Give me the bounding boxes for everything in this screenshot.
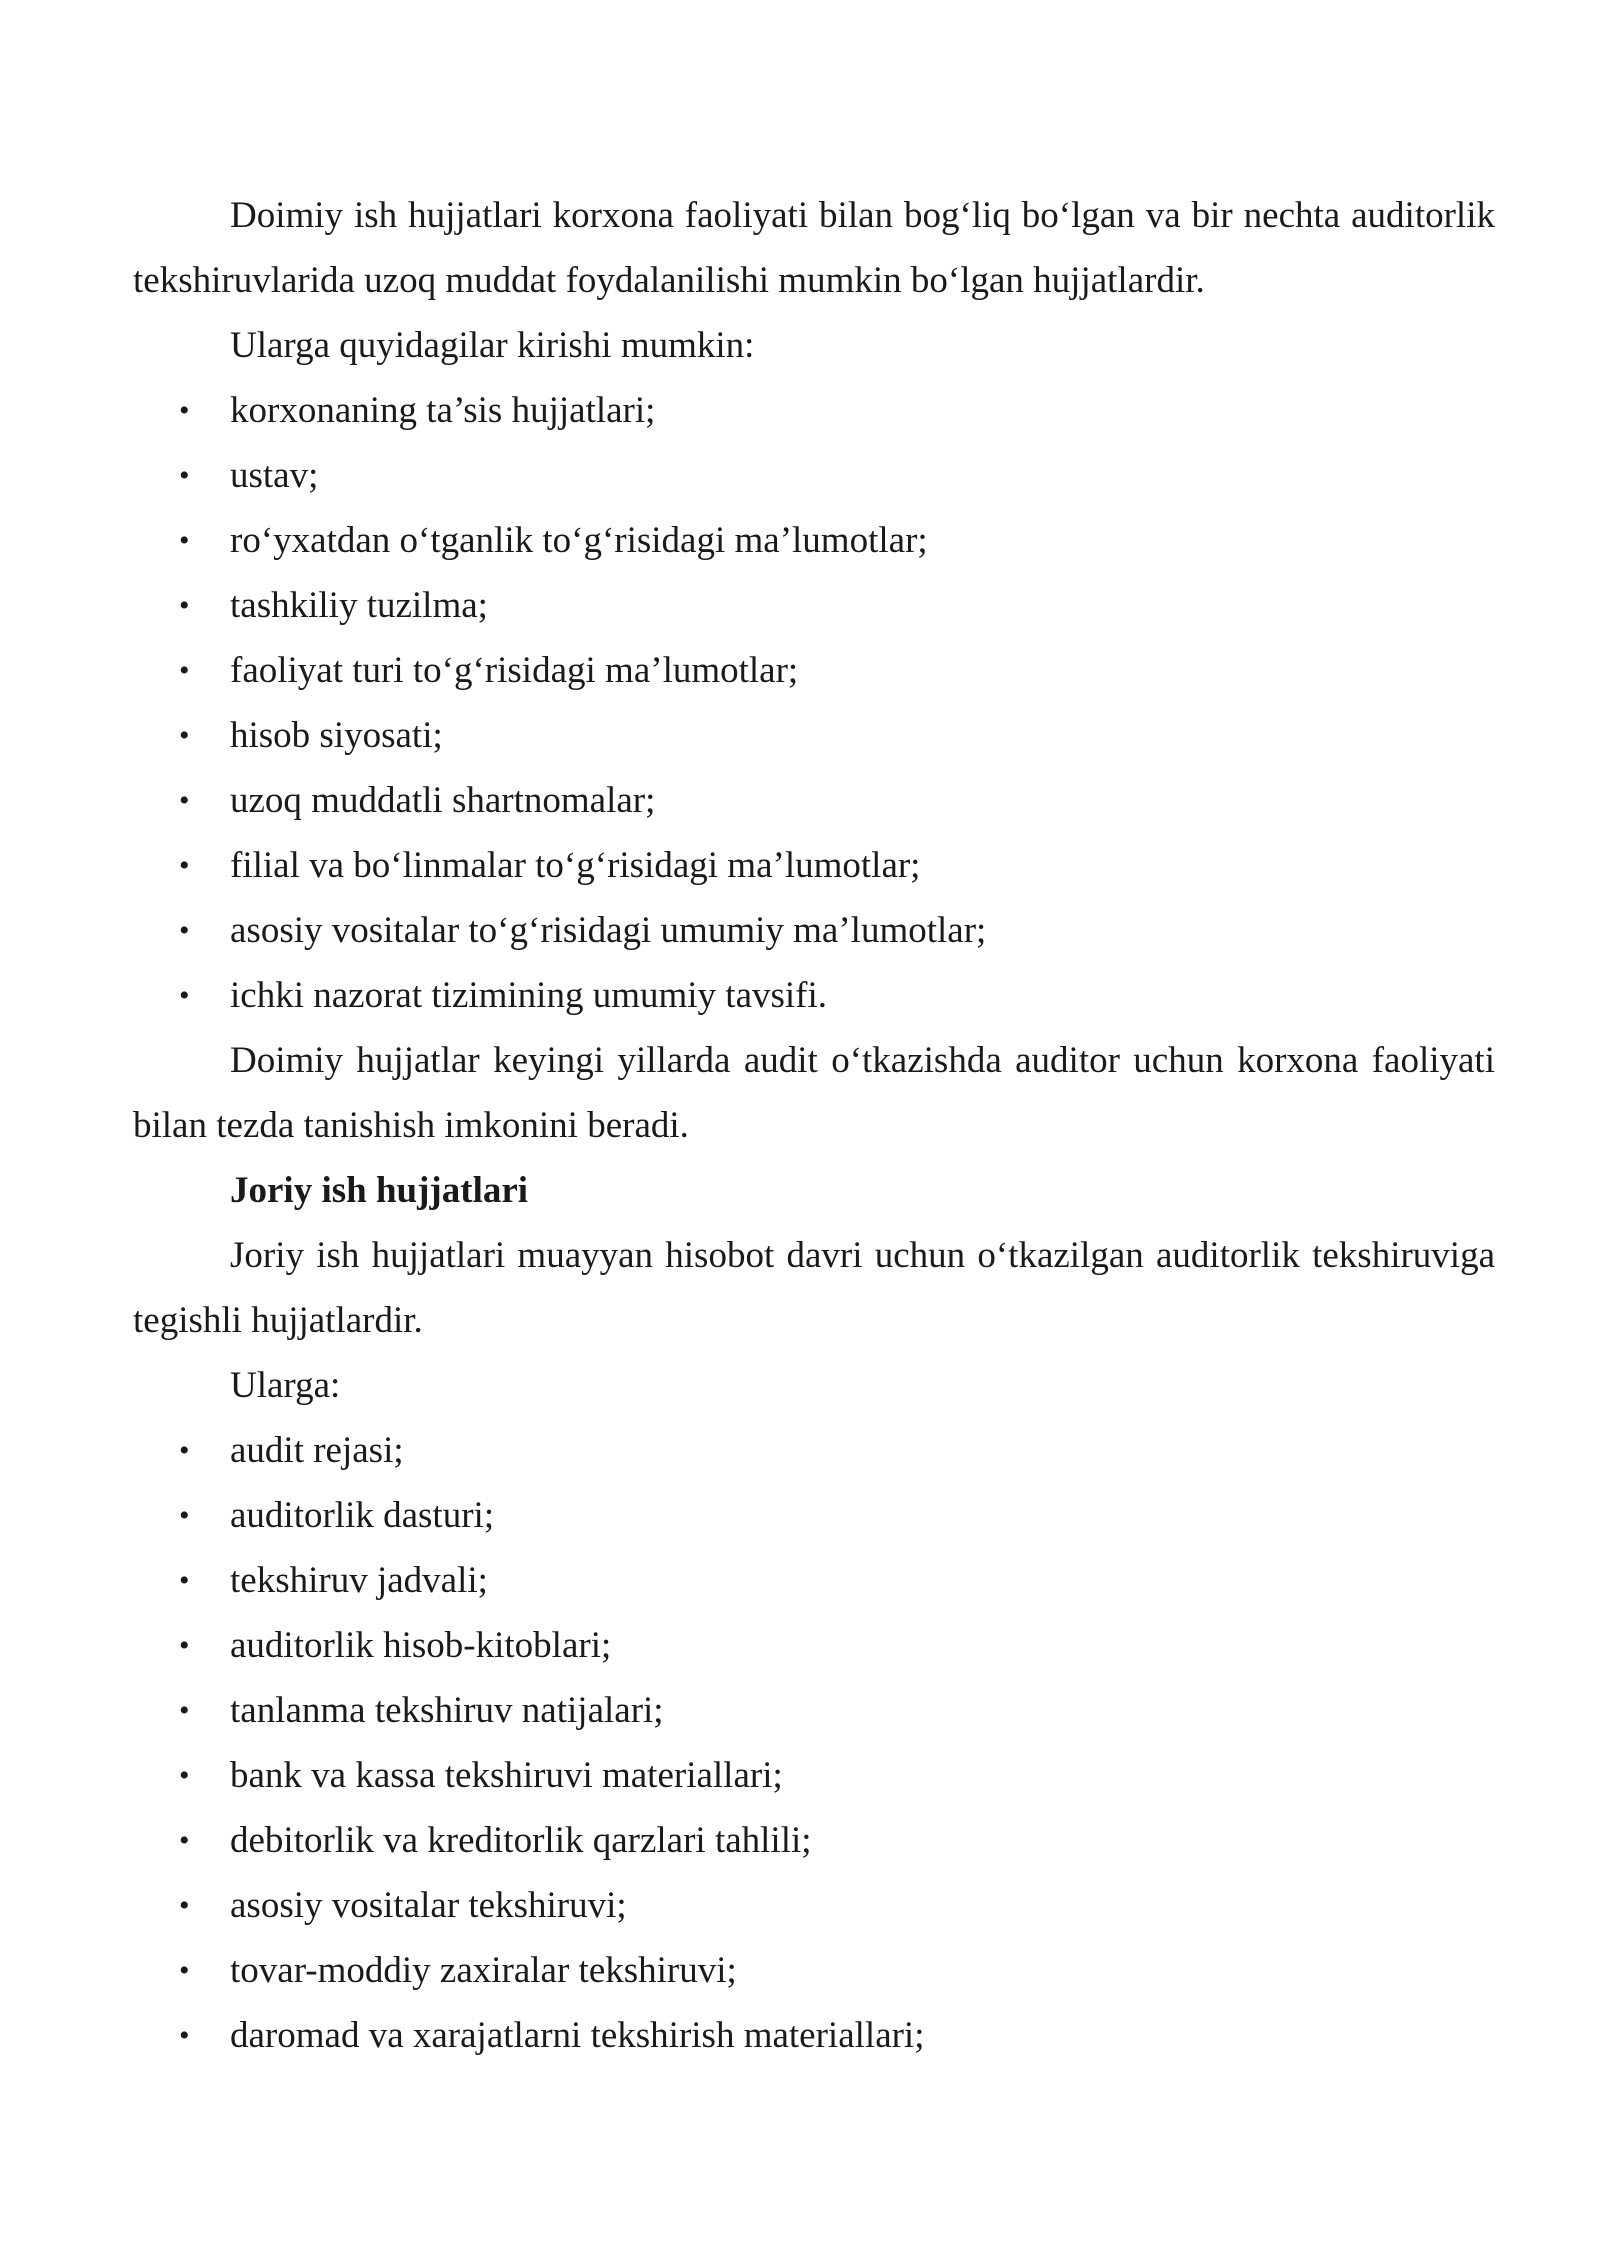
list-item-text: daromad va xarajatlarni tekshirish materiallari; [230,2015,925,2056]
list-item-text: audit rejasi; [230,1430,404,1471]
bullet-icon: • [179,459,190,492]
list-item-text: filial va bo‘linmalar to‘g‘risidagi ma’lumotlar; [230,845,921,886]
bullet-icon: • [179,784,190,817]
list-item-text: tekshiruv jadvali; [230,1560,488,1601]
section2-intro-paragraph: Joriy ish hujjatlari muayyan hisobot davri uchun o‘tkazilgan auditorlik tekshiruviga tegishli hujjatlardir. [133,1235,1495,1341]
list-item-text: faoliyat turi to‘g‘risidagi ma’lumotlar; [230,650,799,691]
bullet-icon: • [179,1824,190,1857]
list-item-text: asosiy vositalar to‘g‘risidagi umumiy ma’lumotlar; [230,910,987,951]
list-item-text: korxonaning ta’sis hujjatlari; [230,390,656,431]
section1-conclusion-paragraph: Doimiy hujjatlar keyingi yillarda audit o‘tkazishda auditor uchun korxona faoliyati bilan tezda tanishish imkonini beradi. [133,1040,1495,1146]
list-item [133,443,1495,508]
list-item [133,833,1495,898]
list-item [133,638,1495,703]
bullet-icon: • [179,1434,190,1467]
section1-intro-paragraph: Doimiy ish hujjatlari korxona faoliyati bilan bog‘liq bo‘lgan va bir nechta auditorlik tekshiruvlarida uzoq muddat foydalanilishi mumkin bo‘lgan hujjatlardir. [133,195,1495,301]
list-item-text: ro‘yxatdan o‘tganlik to‘g‘risidagi ma’lumotlar; [230,520,928,561]
list-item [133,1678,1495,1743]
permanent-documents-list [133,378,1495,1028]
list-item-text: tanlanma tekshiruv natijalari; [230,1690,664,1731]
list-item [133,1743,1495,1808]
list-item [133,2003,1495,2068]
bullet-icon: • [179,719,190,752]
list-item-text: debitorlik va kreditorlik qarzlari tahlili; [230,1820,812,1861]
bullet-icon: • [179,1564,190,1597]
list-item-text: tovar-moddiy zaxiralar tekshiruvi; [230,1950,737,1991]
bullet-icon: • [179,524,190,557]
list-item-text: auditorlik dasturi; [230,1495,495,1536]
bullet-icon: • [179,979,190,1012]
list-item [133,378,1495,443]
list-item [133,1613,1495,1678]
list-item [133,1938,1495,2003]
list-item-text: ustav; [230,455,319,496]
list-item-text: uzoq muddatli shartnomalar; [230,780,656,821]
list-item [133,573,1495,638]
list-item-text: tashkiliy tuzilma; [230,585,488,626]
section1-list-intro: Ularga quyidagilar kirishi mumkin: [230,325,755,366]
list-item [133,508,1495,573]
bullet-icon: • [179,2019,190,2052]
section2-list-intro: Ularga: [230,1365,341,1406]
bullet-icon: • [179,1499,190,1532]
list-item-text: auditorlik hisob-kitoblari; [230,1625,612,1666]
list-item [133,1483,1495,1548]
document-page [133,183,1495,2068]
bullet-icon: • [179,589,190,622]
current-documents-list [133,1418,1495,2068]
bullet-icon: • [179,1759,190,1792]
list-item [133,1873,1495,1938]
list-item [133,1548,1495,1613]
list-item [133,963,1495,1028]
list-item-text: hisob siyosati; [230,715,443,756]
bullet-icon: • [179,1889,190,1922]
bullet-icon: • [179,1629,190,1662]
bullet-icon: • [179,654,190,687]
bullet-icon: • [179,849,190,882]
bullet-icon: • [179,394,190,427]
list-item-text: ichki nazorat tizimining umumiy tavsifi. [230,975,828,1016]
bullet-icon: • [179,914,190,947]
list-item [133,1418,1495,1483]
bullet-icon: • [179,1954,190,1987]
bullet-icon: • [179,1694,190,1727]
list-item [133,898,1495,963]
list-item [133,1808,1495,1873]
list-item-text: bank va kassa tekshiruvi materiallari; [230,1755,783,1796]
list-item-text: asosiy vositalar tekshiruvi; [230,1885,627,1926]
section2-heading: Joriy ish hujjatlari [230,1170,529,1211]
list-item [133,703,1495,768]
list-item [133,768,1495,833]
